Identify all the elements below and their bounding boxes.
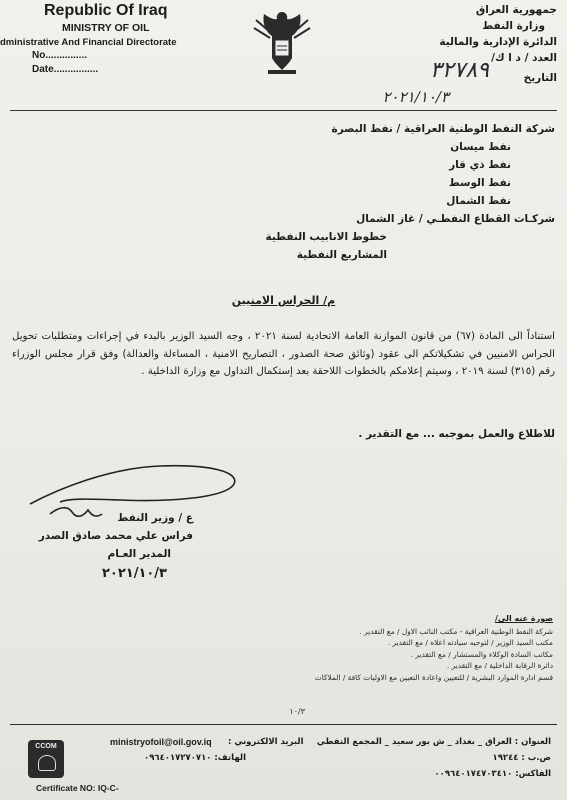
recipient-line: نفط الوسط (448, 177, 511, 189)
date-field-en: Date................ (32, 64, 99, 75)
footer-divider (10, 724, 557, 725)
phone-number: الهاتف: ٠٩٦٤٠١٧٢٧٠٧١٠ (144, 753, 247, 763)
ccom-logo-icon (28, 740, 64, 778)
email-address[interactable]: ministryofoil@oil.gov.iq (110, 737, 212, 747)
date-label-ar: التاريخ (523, 72, 557, 84)
recipient-line: نفط ميسان (450, 141, 511, 153)
number-field-en: No............... (32, 50, 88, 61)
copy-item: قسم ادارة الموارد البشرية / للتعيين واعادة التعيين مع الاوليات كافة / الملاكات (314, 672, 553, 682)
directorate-name-ar: الدائرة الإدارية والمالية (439, 36, 557, 48)
certificate-number: Certificate NO: IQ-C- (36, 783, 119, 793)
logo-mark (38, 755, 56, 771)
footer-po-box: ص.ب : ١٩٢٤٤ (492, 753, 551, 763)
signature-on-behalf: ع / وزير النفط (117, 512, 193, 524)
copy-item: مكاتب السادة الوكلاء والمستشار / مع التقدير . (410, 649, 553, 659)
footer-address: العنوان : العراق _ بغداد _ ش بور سعيد _ المجمع النفطي (316, 737, 551, 747)
page-reference: ١٠/٣ (289, 707, 305, 716)
body-paragraph: استناداً الى المادة (٦٧) من قانون الموازنة العامة الاتحادية لسنة ٢٠٢١ ، وجه السيد الوزير بالبدء في إجراءات ومتطلبات تحويل الحراس الامنيين في تشكيلاتكم الى عقود (وثائق صحة الصدور ، التصاريح الامنية ، المساءلة والعدالة) وفق قرار مجلس الوزراء رقم (٣١٥) لسنة ٢٠١٩ ، وسيتم إعلامكم بالخطوات اللاحقة بعد إستكمال التداول مع وزارة الداخلية . (12, 331, 555, 377)
directorate-name-en: dministrative And Financial Directorate (0, 37, 177, 48)
email-label-ar: البريد الالكتروني : (228, 737, 304, 747)
ministry-name-ar: وزارة النفط (482, 20, 545, 32)
copies-list (315, 626, 553, 683)
subject-line: م/ الحراس الامنيين (231, 294, 336, 307)
signatory-title: المدير العـام (107, 548, 171, 560)
number-label-ar: العدد / د ا ك/ (491, 52, 557, 64)
recipient-line: شركة النفط الوطنية العراقية / نفط البصرة (331, 123, 555, 135)
copy-item: مكتب السيد الوزير / لتوجيه سيادته اعلاه / مع التقدير . (387, 638, 553, 648)
copy-item: دائرة الرقابة الداخلية / مع التقدير . (446, 661, 553, 671)
logo-text: CCOM (35, 743, 57, 750)
handwritten-number: ٣٢٧٨٩ (429, 58, 489, 83)
recipient-line: نفط ذي قار (449, 159, 511, 171)
republic-title-en: Republic Of Iraq (44, 2, 168, 19)
recipient-line: خطوط الانابيب النفطية (265, 231, 387, 243)
recipient-line: شركـات القطاع النفطـي / غاز الشمال (356, 213, 555, 225)
closing-line: للاطلاع والعمل بموجبه ... مع التقدير . (358, 428, 555, 440)
header-divider (10, 110, 557, 111)
footer-fax: الفاكس: ٠٠٩٦٤٠١٧٤٧٠٣٤١٠ (434, 769, 551, 779)
handwritten-date: ٢٠٢١/١٠/٣ (382, 88, 449, 106)
recipient-line: نفط الشمال (446, 195, 511, 207)
signature-date: ٢٠٢١/١٠/٣ (101, 566, 167, 581)
ministry-name-en: MINISTRY OF OIL (62, 22, 150, 34)
eagle-emblem-icon (252, 6, 312, 76)
republic-title-ar: جمهورية العراق (475, 4, 557, 16)
recipient-line: المشاريع النفطية (296, 249, 387, 261)
signatory-name: فراس علي محمد صادق الصدر (38, 530, 193, 542)
copy-item: شركة النفط الوطنية العراقية - مكتب النائب الاول / مع التقدير . (359, 627, 553, 636)
copies-title: صورة عنه الى/ (495, 614, 553, 623)
